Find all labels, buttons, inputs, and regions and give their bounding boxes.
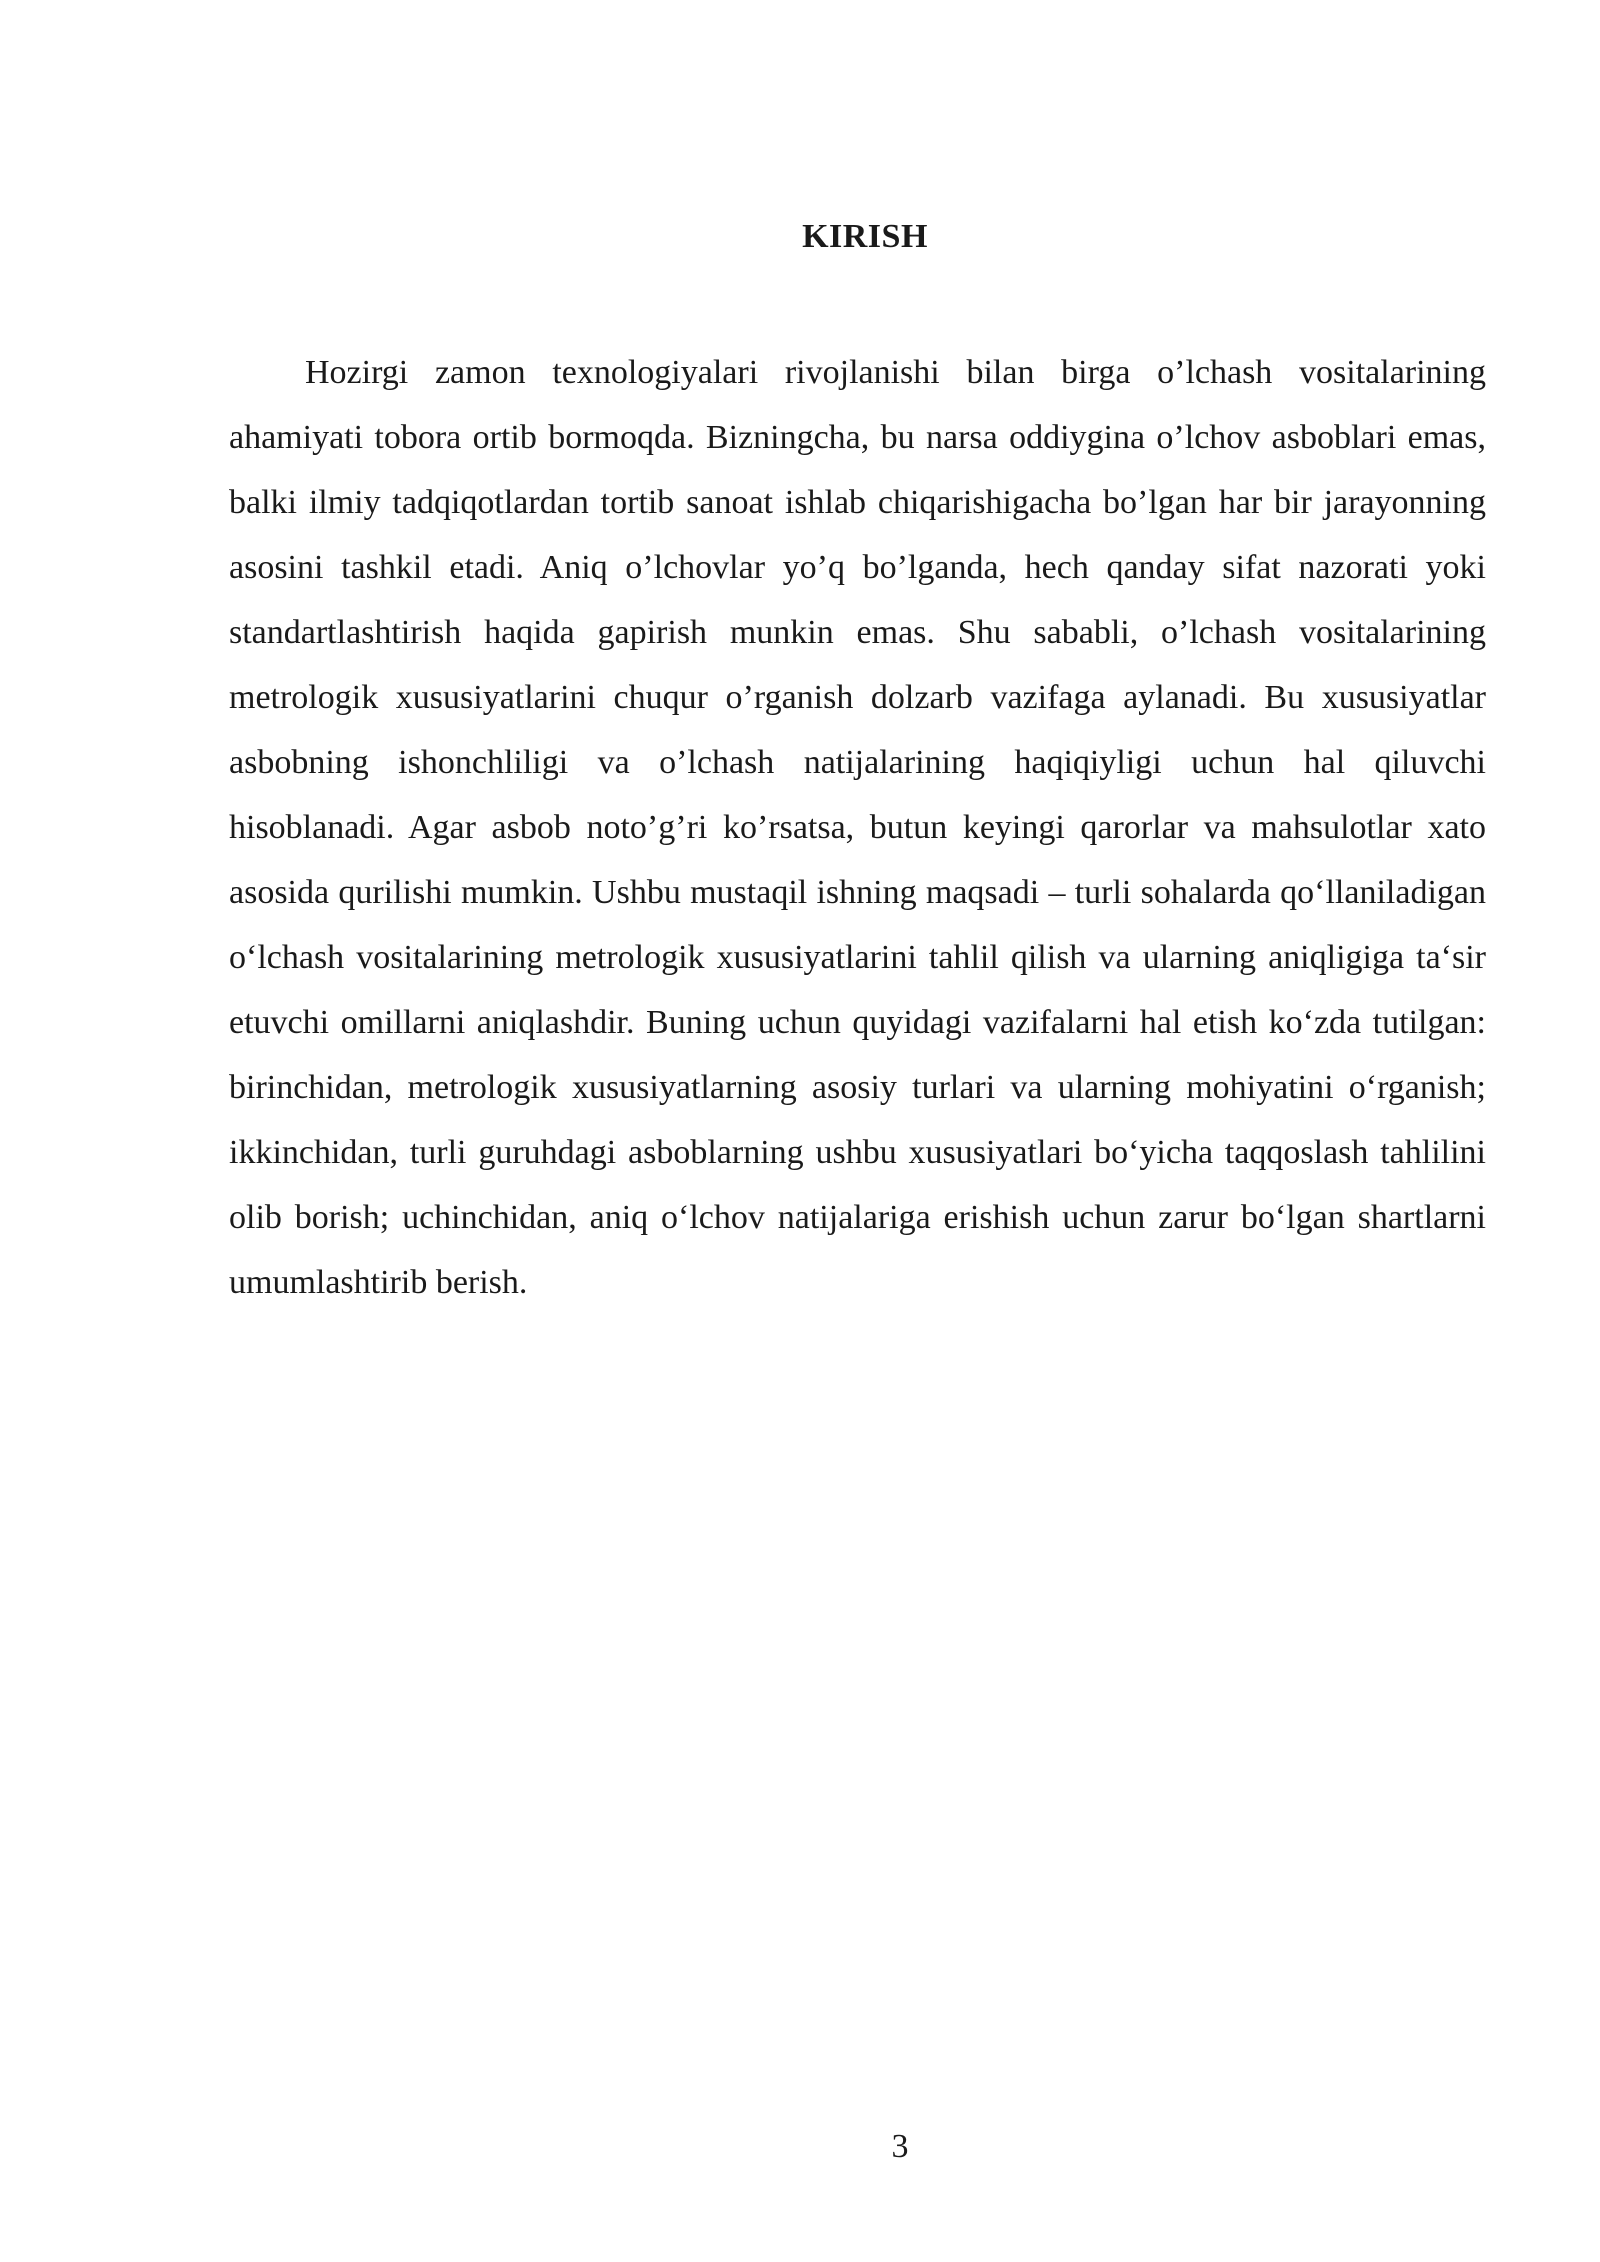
body-paragraph: Hozirgi zamon texnologiyalari rivojlanishi bilan birga o’lchash vositalarining ahamiyati tobora ortib bormoqda. Bizningcha, bu narsa oddiygina o’lchov asboblari emas, balki ilmiy tadqiqotlardan tortib sanoat ishlab chiqarishigacha bo’lgan har bir jarayonning asosini tashkil etadi. Aniq o’lchovlar yo’q bo’lganda, hech qanday sifat nazorati yoki standartlashtirish haqida gapirish munkin emas. Shu sababli, o’lchash vositalarining metrologik xususiyatlarini chuqur o’rganish dolzarb vazifaga aylanadi. Bu xususiyatlar asbobning ishonchliligi va o’lchash natijalarining haqiqiyligi uchun hal qiluvchi hisoblanadi. Agar asbob noto’g’ri ko’rsatsa, butun keyingi qarorlar va mahsulotlar xato asosida qurilishi mumkin. Ushbu mustaqil ishning maqsadi – turli sohalarda qo‘llaniladigan o‘lchash vositalarining metrologik xususiyatlarini tahlil qilish va ularning aniqligiga ta‘sir etuvchi omillarni aniqlashdir. Buning uchun quyidagi vazifalarni hal etish ko‘zda tutilgan: birinchidan, metrologik xususiyatlarning asosiy turlari va ularning mohiyatini o‘rganish; ikkinchidan, turli guruhdagi asboblarning ushbu xususiyatlari bo‘yicha taqqoslash tahlilini olib borish; uchinchidan, aniq o‘lchov natijalariga erishish uchun zarur bo‘lgan shartlarni umumlashtirib berish.	[229, 354, 1486, 1301]
page-number: 3	[891, 2128, 909, 2165]
section-heading: KIRISH	[802, 218, 928, 255]
